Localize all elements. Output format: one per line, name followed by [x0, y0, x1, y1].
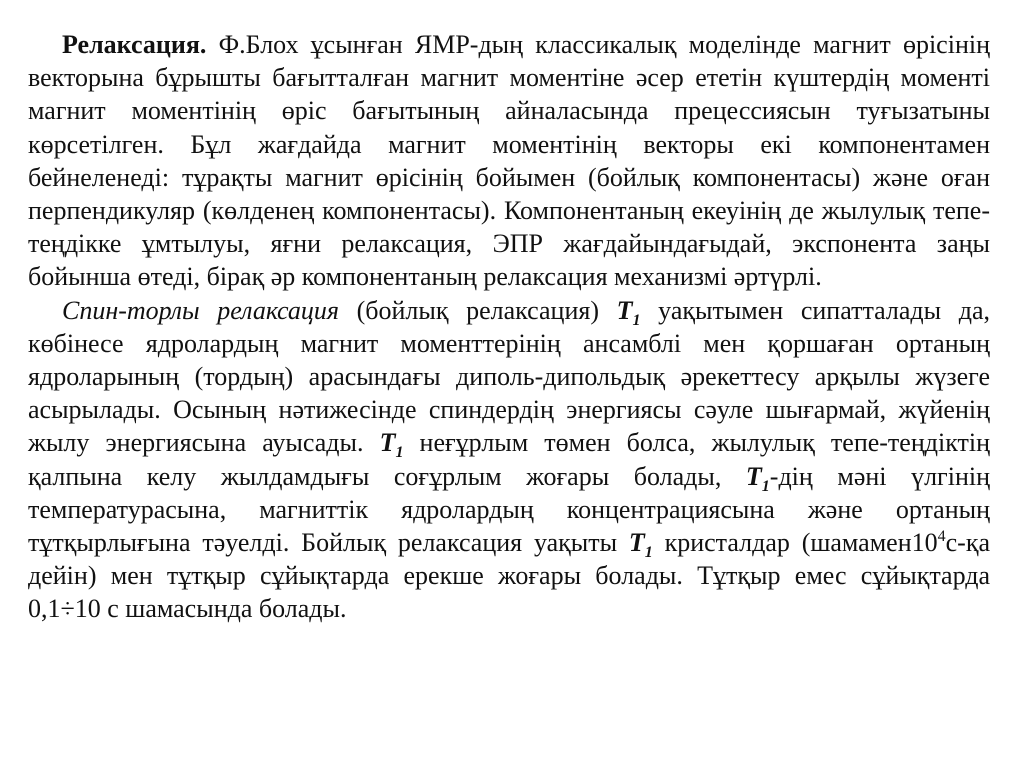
symbol-letter: T: [745, 461, 762, 491]
symbol-t1: [379, 428, 404, 462]
paragraph-spin-lattice: [28, 294, 990, 626]
text-segment-5: кристалдар (шамамен10: [652, 528, 938, 558]
symbol-letter: T: [616, 295, 633, 325]
text-segment-6: с-қа дейін) мен тұтқыр сұйықтарда ерекше жоғары болады. Тұтқыр емес сұйықтарда 0,1÷10 с шамасында болады.: [28, 528, 991, 624]
paragraph-relaxation: [28, 28, 990, 294]
symbol-t1: [628, 528, 653, 562]
symbol-subscript: 1: [644, 544, 653, 562]
symbol-subscript: 1: [395, 444, 404, 462]
symbol-subscript: 1: [761, 477, 770, 495]
symbol-letter: T: [628, 528, 645, 558]
document-page: [28, 28, 990, 626]
paragraph-text: Ф.Блох ұсынған ЯМР-дың классикалық моделінде магнит өрісінің векторына бұрышты бағытталған магнит моментіне әсер ететін күштердің моменті магнит моментінің өріс бағытының айналасында прецессиясын туғызатыны көрсетілген. Бұл жағдайда магнит моментінің векторы екі компонентамен бейнеленеді: тұрақты магнит өрісінің бойымен (бойлық компонентасы) және оған перпендикуляр (көлденең компонентасы). Компонентаның екеуінің де жылулық тепе-теңдікке ұмтылуы, яғни релаксация, ЭПР жағдайындағыдай, экспонента заңы бойынша өтеді, бірақ әр компонентаның релаксация механизмі әртүрлі.: [28, 30, 990, 292]
text-segment-4: -дің мәні үлгінің температурасына, магниттік ядролардың концентрациясына және ортаның тұтқырлығына тәуелді. Бойлық релаксация уақыты: [28, 461, 990, 558]
exponent-superscript: 4: [937, 528, 946, 546]
paragraph-heading: Релаксация.: [62, 30, 207, 59]
symbol-letter: T: [379, 428, 396, 458]
term-spin-lattice: Спин-торлы релаксация: [62, 295, 339, 325]
symbol-subscript: 1: [632, 311, 641, 329]
text-segment-2: уақытымен сипатталады да, көбінесе ядролардың магнит моменттерінің ансамблі мен қоршаған ортаның ядроларының (тордың) арасындағы диполь-дипольдық әрекеттесу арқылы жүзеге асырылады. Осының нәтижесінде спиндердің энергиясы сәуле шығармай, жүйенің жылу энергиясына ауысады.: [28, 295, 991, 458]
text-segment-1: (бойлық релаксация): [338, 295, 617, 325]
text-segment-3: неғұрлым төмен болса, жылулық тепе-теңдіктің қалпына келу жылдамдығы соғұрлым жоғары болады,: [28, 428, 990, 491]
symbol-t1: [745, 461, 770, 495]
symbol-t1: [616, 295, 641, 329]
